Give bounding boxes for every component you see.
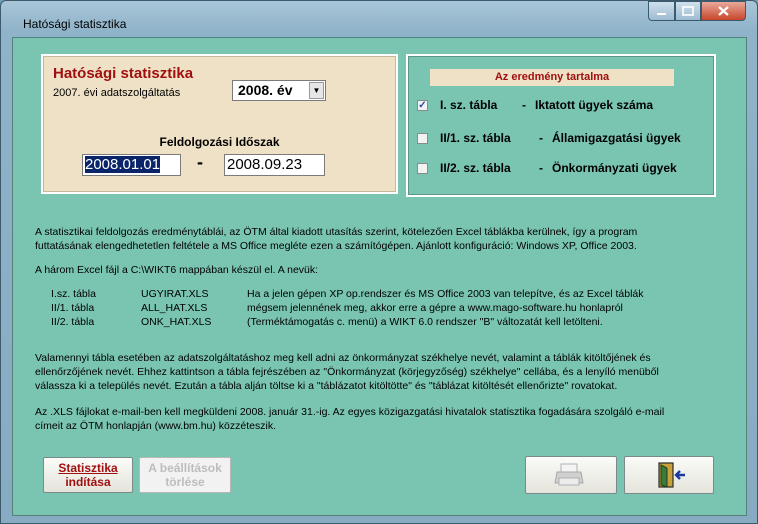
title-bar (1, 1, 757, 37)
table-2-1-label: II/1. sz. tábla (440, 131, 511, 145)
period-label: Feldolgozási Időszak (159, 135, 280, 149)
file-table-name: I.sz. tábla (51, 288, 96, 300)
subtitle: 2007. évi adatszolgáltatás (53, 87, 181, 99)
info-p1-line2: futtatásának elengedhetetlen feltétele a MS Office megléte ezen a számítógépen. Ajánlott konfiguráció: Windows XP, Office 2003. (35, 240, 637, 252)
table-1-separator: - (522, 98, 526, 112)
date-from-value: 2008.01.01 (85, 156, 161, 173)
close-icon (702, 2, 745, 20)
table-2-1-separator: - (539, 131, 543, 145)
file-note: (Terméktámogatás c. menü) a WIKT 6.0 rendszer "B" változatát kell letölteni. (247, 316, 603, 328)
maximize-icon (676, 2, 700, 20)
table-2-2-separator: - (539, 161, 543, 175)
info-text-lower (35, 351, 735, 433)
file-note: Ha a jelen gépen XP op.rendszer és MS Office 2003 van telepítve, és az Excel táblák (247, 288, 644, 300)
table-2-2-label: II/2. sz. tábla (440, 161, 511, 175)
info-p3-line1: Valamennyi tábla esetében az adatszolgáltatáshoz meg kell adni az önkormányzat székhelye nevét, valamint a táblák kitöltőjének és (35, 352, 651, 364)
exit-button[interactable] (624, 456, 714, 494)
exit-door-icon (625, 457, 713, 493)
window-title: Hatósági statisztika (23, 17, 127, 31)
file-note: mégsem jelennének meg, akkor erre a gépre a www.mago-software.hu honlapról (247, 302, 623, 314)
table-1-checkbox[interactable]: ✓ (418, 100, 427, 111)
file-table-name: II/2. tábla (51, 316, 95, 328)
reset-button-line1: A beállítások (148, 461, 222, 475)
table-2-2-checkbox[interactable] (417, 163, 428, 174)
table-2-2-description: Önkormányzati ügyek (552, 161, 677, 175)
settings-panel (41, 54, 398, 194)
results-panel (406, 54, 716, 197)
info-p2: A három Excel fájl a C:\WIKT6 mappában készül el. A nevük: (35, 264, 319, 276)
results-header: Az eredmény tartalma (430, 69, 674, 86)
year-select-value: 2008. év (238, 82, 293, 98)
minimize-icon (649, 2, 674, 20)
info-p3-line3: válassza ki a település nevét. Ezután a tábla alján töltse ki a "táblázatot kitöltötte" és "táblázat kitöltését ellenőrizte" rovatokat. (35, 380, 618, 392)
info-p4-line1: Az .XLS fájlokat e-mail-ben kell megküldeni 2008. január 31.-ig. Az egyes közigazgatási hivatalok statisztika fogadására szolgáló e-mail (35, 406, 665, 418)
year-select[interactable] (232, 80, 326, 101)
info-text (35, 225, 735, 277)
file-table-name: II/1. tábla (51, 302, 95, 314)
table-2-1-checkbox[interactable] (417, 133, 428, 144)
printer-icon (526, 457, 616, 493)
file-name: ALL_HAT.XLS (141, 302, 208, 314)
info-p3-line2: ellenőrzőjének nevét. Ehhez kattintson a tábla fejrészében az "Önkormányzat (körjegyzőség) székhelye" cellába, és a lenyíló menüből (35, 366, 659, 378)
maximize-window-button[interactable] (675, 1, 701, 21)
start-button-line2: indítása (65, 475, 111, 489)
reset-button-line2: törlése (165, 475, 205, 489)
minimize-window-button[interactable] (648, 1, 675, 21)
start-button-line1: Statisztika (58, 461, 118, 475)
table-2-1-description: Államigazgatási ügyek (552, 131, 681, 145)
file-name: UGYIRAT.XLS (141, 288, 209, 300)
app-title: Hatósági statisztika (53, 65, 194, 82)
table-1-label: I. sz. tábla (440, 98, 498, 112)
info-p4-line2: címeit az ÖTM honlapján (www.bm.hu) közzéteszik. (35, 420, 276, 432)
info-p1-line1: A statisztikai feldolgozás eredménytáblái, az ÖTM által kiadott utasítás szerint, kötelezően Excel táblákba kerülnek, így a program (35, 226, 638, 238)
date-to-input[interactable]: 2008.09.23 (224, 154, 325, 176)
client-area (12, 37, 747, 516)
date-from-input[interactable] (82, 154, 181, 176)
close-window-button[interactable] (701, 1, 746, 21)
print-button[interactable] (525, 456, 617, 494)
table-1-description: Iktatott ügyek száma (535, 98, 654, 112)
chevron-down-icon[interactable]: ▼ (309, 82, 324, 99)
date-separator: - (197, 152, 203, 172)
reset-settings-button[interactable] (139, 457, 231, 493)
start-statistics-button[interactable] (43, 457, 133, 493)
file-name: ONK_HAT.XLS (141, 316, 212, 328)
